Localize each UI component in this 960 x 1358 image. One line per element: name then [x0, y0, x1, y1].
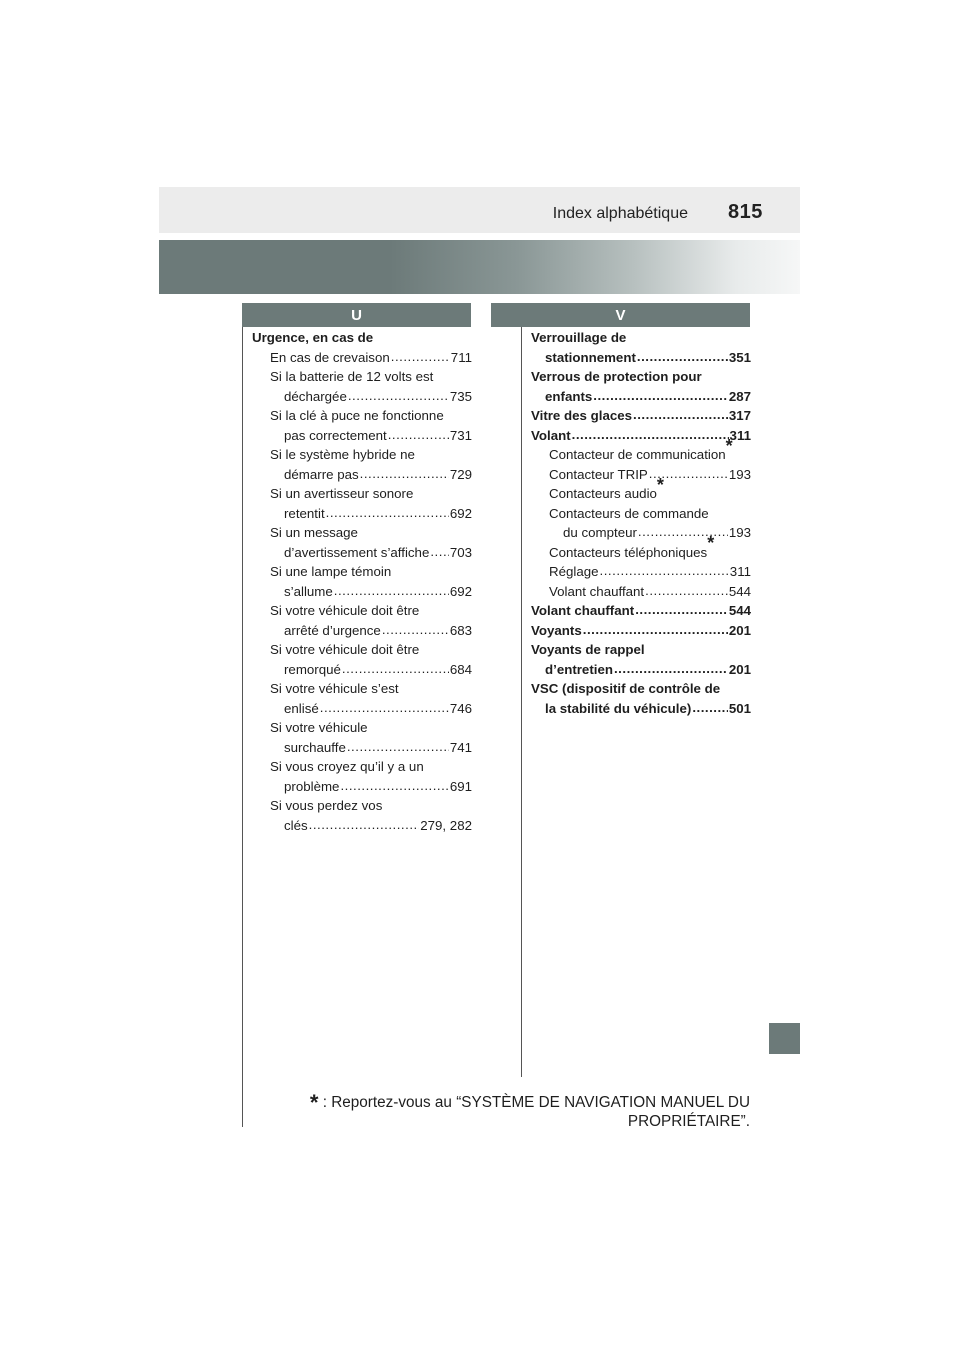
dot-leader [633, 405, 728, 425]
page-reference: 692 [449, 505, 472, 521]
index-subentry [252, 679, 472, 718]
page-reference: 741 [449, 739, 472, 755]
entry-text: Si la batterie de 12 volts est [270, 369, 434, 384]
page-reference: 201 [728, 661, 751, 677]
index-subentry [531, 504, 751, 543]
entry-text: Voyants de rappel [531, 642, 645, 657]
dot-leader [583, 620, 728, 640]
entry-text: Si vous croyez qu’il y a un [270, 759, 424, 774]
entry-text: Si la clé à puce ne fonctionne [270, 408, 444, 423]
index-subentry [252, 601, 472, 640]
entry-text: En cas de crevaison [270, 349, 390, 365]
dot-leader [637, 347, 728, 367]
entry-text: Contacteur de communication* [549, 435, 733, 462]
asterisk-marker: * [725, 435, 733, 456]
page-reference: 317 [728, 408, 751, 423]
index-subentry [252, 348, 472, 368]
entry-text: enlisé [284, 700, 319, 716]
entry-text: pas correctement [284, 427, 387, 443]
entry-text: d’avertissement s’affiche [284, 544, 430, 560]
entry-text: s’allume [284, 583, 333, 599]
entry-text: Si une lampe témoin [270, 564, 392, 579]
page-reference: 729 [449, 466, 472, 482]
index-subentry [252, 757, 472, 796]
entry-text: Si un message [270, 525, 358, 540]
entry-text: arrêté d’urgence [284, 622, 381, 638]
page-number: 815 [728, 201, 763, 223]
dot-leader [347, 737, 449, 757]
entry-text: Volant [531, 427, 571, 443]
page-reference: 735 [449, 388, 472, 404]
entry-text: la stabilité du véhicule) [545, 700, 692, 716]
dot-leader [340, 776, 448, 796]
page-reference: 287 [728, 388, 751, 404]
dot-leader [388, 425, 449, 445]
dot-leader [334, 581, 449, 601]
index-subentry [531, 582, 751, 602]
page-reference: 193 [728, 525, 751, 540]
entry-text: déchargée [284, 388, 347, 404]
letter-heading-u: U [242, 303, 471, 327]
entry-text: Si votre véhicule s’est [270, 681, 399, 696]
page-reference: 684 [449, 661, 472, 677]
index-subentry [252, 445, 472, 484]
entry-text: retentit [284, 505, 325, 521]
footnote-line-1: : Reportez-vous au “SYSTÈME DE NAVIGATION MANUEL DU [322, 1094, 750, 1111]
entry-text: Verrous de protection pour [531, 369, 702, 384]
dot-leader [645, 581, 728, 601]
letter-heading-v: V [491, 303, 750, 327]
entry-text: Contacteur TRIP [549, 466, 648, 482]
dot-leader [593, 386, 728, 406]
index-entry [252, 328, 472, 348]
index-subentry [252, 718, 472, 757]
page-reference: 746 [449, 700, 472, 716]
page-reference: 193 [728, 466, 751, 482]
dot-leader [342, 659, 449, 679]
asterisk-marker: * [656, 474, 664, 495]
entry-text: Si votre véhicule doit être [270, 642, 420, 657]
index-subentry [252, 796, 472, 835]
dot-leader [391, 347, 450, 367]
dot-leader [320, 698, 449, 718]
page-reference: 311 [729, 564, 751, 579]
page-reference: 201 [728, 622, 751, 638]
entry-text: Si votre véhicule [270, 720, 368, 735]
index-entry [531, 679, 751, 718]
index-entry [531, 601, 751, 621]
index-subentry [531, 562, 751, 582]
entry-text: Si vous perdez vos [270, 798, 383, 813]
asterisk-marker: * [707, 533, 715, 554]
footnote-line-2: PROPRIÉTAIRE”. [627, 1113, 750, 1130]
entry-text: Volant chauffant [549, 583, 645, 599]
left-rule [242, 327, 243, 1127]
dot-leader [572, 425, 729, 445]
entry-text: Urgence, en cas de [252, 330, 374, 345]
footnote-asterisk: * [309, 1090, 319, 1115]
page-reference: 544 [728, 603, 751, 618]
dot-leader [430, 542, 448, 562]
index-subentry [252, 484, 472, 523]
page-reference: 711 [450, 349, 472, 365]
dot-leader [360, 464, 449, 484]
entry-text: Si le système hybride ne [270, 447, 415, 462]
footnote [300, 1090, 750, 1131]
page-reference: 683 [449, 622, 472, 638]
page-reference: 691 [449, 778, 472, 794]
dot-leader [635, 600, 728, 620]
dot-leader [638, 522, 728, 542]
entry-text: clés [284, 817, 308, 833]
index-subentry [531, 533, 751, 563]
page-reference: 351 [728, 349, 751, 365]
entry-text: Contacteurs téléphoniques* [549, 533, 715, 560]
entry-text: d’entretien [545, 661, 613, 677]
entry-text: problème [284, 778, 340, 794]
entry-text: Contacteurs audio* [549, 474, 664, 501]
page-reference: 279, 282 [420, 817, 472, 833]
index-subentry [252, 562, 472, 601]
index-entry [531, 328, 751, 367]
index-subentry [531, 465, 751, 485]
dot-leader [382, 620, 449, 640]
page-reference: 544 [728, 583, 751, 599]
dot-leader [614, 659, 728, 679]
thumb-tab-marker [769, 1023, 800, 1054]
entry-text: Vitre des glaces [531, 408, 633, 423]
index-subentry [252, 523, 472, 562]
entry-text: Voyants [531, 622, 582, 638]
page-reference: 311 [729, 427, 751, 443]
index-subentry [252, 640, 472, 679]
entry-text: enfants [545, 388, 593, 404]
entry-text: stationnement [545, 349, 636, 365]
dot-leader [692, 698, 728, 718]
dot-leader [326, 503, 449, 523]
page-reference: 692 [449, 583, 472, 599]
entry-text: Volant chauffant [531, 603, 635, 618]
index-entry [531, 426, 751, 446]
index-column-v [531, 328, 751, 718]
page-reference: 501 [728, 700, 751, 716]
entry-text: VSC (dispositif de contrôle de [531, 681, 721, 696]
entry-text: du compteur [563, 525, 637, 540]
dot-leader [348, 386, 449, 406]
index-entry [531, 621, 751, 641]
entry-text: remorqué [284, 661, 341, 677]
column-divider [521, 327, 522, 1077]
index-entry [531, 367, 751, 406]
index-entry [531, 406, 751, 426]
entry-text: Si votre véhicule doit être [270, 603, 420, 618]
entry-text: Réglage [549, 564, 599, 579]
section-title: Index alphabétique [552, 205, 688, 222]
page-reference: 703 [449, 544, 472, 560]
header-bar [159, 187, 800, 233]
index-entry [531, 640, 751, 679]
entry-text: Verrouillage de [531, 330, 627, 345]
page-reference: 731 [449, 427, 472, 443]
dot-leader [600, 561, 729, 581]
index-subentry [252, 406, 472, 445]
entry-text: Si un avertisseur sonore [270, 486, 414, 501]
index-column-u [252, 328, 472, 835]
chapter-banner [159, 240, 800, 294]
entry-text: Contacteurs de commande [549, 505, 709, 521]
dot-leader [309, 815, 420, 835]
entry-text: surchauffe [284, 739, 346, 755]
index-subentry [252, 367, 472, 406]
entry-text: démarre pas [284, 466, 359, 482]
